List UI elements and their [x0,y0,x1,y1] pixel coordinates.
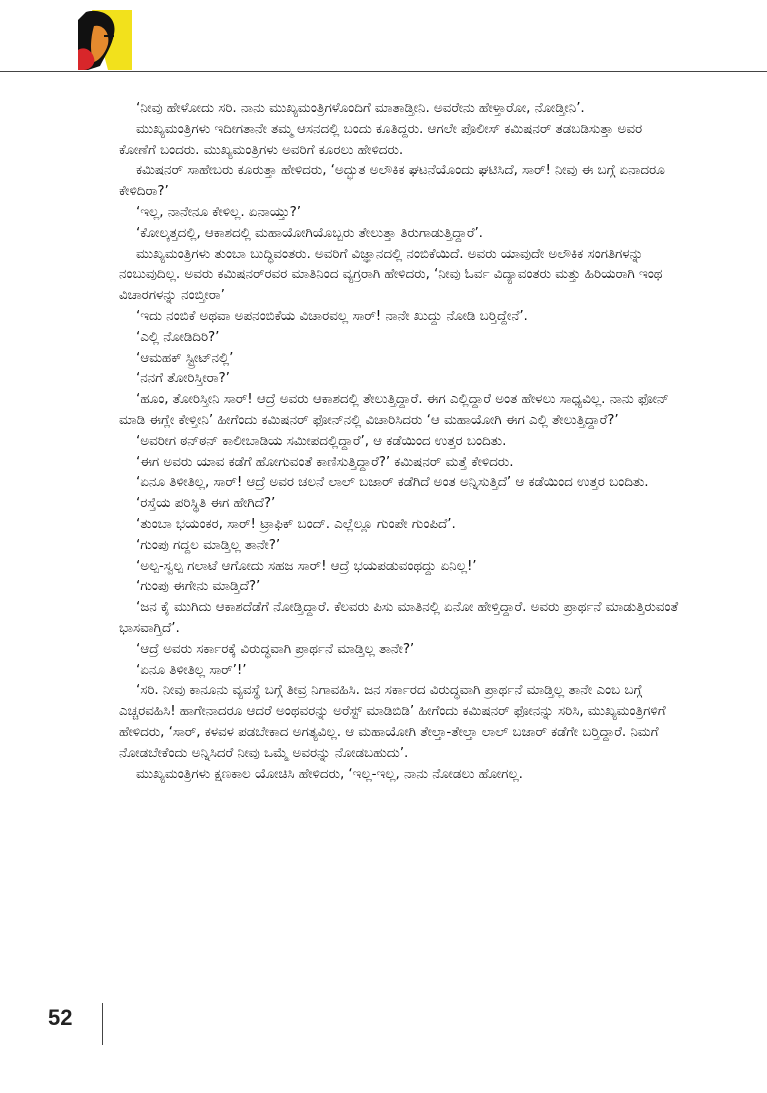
paragraph: ‘ಜನ ಕೈ ಮುಗಿದು ಆಕಾಶದೆಡೆಗೆ ನೋಡ್ತಿದ್ದಾರೆ. ಕೆಲವರು ಪಿಸು ಮಾತಿನಲ್ಲಿ ಏನೋ ಹೇಳ್ತಿದ್ದಾರೆ. ಅವರು ಪ್ರಾರ್ಥನೆ ಮಾಡುತ್ತಿರುವಂತೆ ಭಾಸವಾಗ್ತಿದೆ’. [119,599,679,636]
paragraph: ‘ಅಲ್ಪ-ಸ್ವಲ್ಪ ಗಲಾಟೆ ಆಗೋದು ಸಹಜ ಸಾರ್! ಆದ್ರೆ ಭಯಪಡುವಂಥದ್ದು ಏನಿಲ್ಲ!’ [136,557,477,574]
paragraph: ‘ಗುಂಪು ಗದ್ದಲ ಮಾಡ್ತಿಲ್ಲ ತಾನೇ?’ [136,536,281,553]
paragraph: ‘ಆದ್ರೆ ಅವರು ಸರ್ಕಾರಕ್ಕೆ ವಿರುದ್ಧವಾಗಿ ಪ್ರಾರ್ಥನೆ ಮಾಡ್ತಿಲ್ಲ ತಾನೇ?’ [136,640,415,657]
header-rule [0,71,767,72]
page-number-divider [102,1003,103,1045]
paragraph: ಮುಖ್ಯಮಂತ್ರಿಗಳು ತುಂಬಾ ಬುದ್ಧಿವಂತರು. ಅವರಿಗೆ ವಿಜ್ಞಾನದಲ್ಲಿ ನಂಬಿಕೆಯಿದೆ. ಅವರು ಯಾವುದೇ ಅಲೌಕಿಕ ಸಂಗತಿಗಳನ್ನು ನಂಬುವುದಿಲ್ಲ. ಅವರು ಕಮಿಷನರ್‌ರವರ ಮಾತಿನಿಂದ ವ್ಯಗ್ರರಾಗಿ ಹೇಳಿದರು, ‘ನೀವು ಓರ್ವ ವಿದ್ಯಾವಂತರು ಮತ್ತು ಹಿರಿಯರಾಗಿ ಇಂಥ ವಿಚಾರಗಳನ್ನು ನಂಬ್ತೀರಾ’ [119,245,663,304]
paragraph: ‘ಹೂಂ, ತೋರಿಸ್ತೀನಿ ಸಾರ್! ಆದ್ರೆ ಅವರು ಆಕಾಶದಲ್ಲಿ ತೇಲುತ್ತಿದ್ದಾರೆ. ಈಗ ಎಲ್ಲಿದ್ದಾರೆ ಅಂತ ಹೇಳಲು ಸಾಧ್ಯವಿಲ್ಲ. ನಾನು ಫೋನ್ ಮಾಡಿ ಈಗ್ಲೇ ಕೇಳ್ತೀನಿ’ ಹೀಗೆಂದು ಕಮಿಷನರ್ ಫೋನ್‌ನಲ್ಲಿ ವಿಚಾರಿಸಿದರು ‘ಆ ಮಹಾಯೋಗಿ ಈಗ ಎಲ್ಲಿ ತೇಲುತ್ತಿದ್ದಾರೆ?’ [119,391,669,428]
paragraph: ‘ನೀವು ಹೇಳೋದು ಸರಿ. ನಾನು ಮುಖ್ಯಮಂತ್ರಿಗಳೊಂದಿಗೆ ಮಾತಾಡ್ತೀನಿ. ಅವರೇನು ಹೇಳ್ತಾರೋ, ನೋಡ್ತೀನಿ’. [136,100,585,116]
paragraph: ‘ಅವರೀಗ ಠನ್‌ಠನ್ ಕಾಲೀಬಾಡಿಯ ಸಮೀಪದಲ್ಲಿದ್ದಾರೆ’, ಆ ಕಡೆಯಿಂದ ಉತ್ತರ ಬಂದಿತು. [136,432,507,449]
paragraph: ‘ತುಂಬಾ ಭಯಂಕರ, ಸಾರ್! ಟ್ರಾಫಿಕ್ ಬಂದ್. ಎಲ್ಲೆಲ್ಲೂ ಗುಂಪೇ ಗುಂಪಿದೆ’. [136,515,456,532]
face-logo-icon [78,10,132,70]
publisher-logo [78,10,132,70]
paragraph: ಮುಖ್ಯಮಂತ್ರಿಗಳು ಇದೀಗತಾನೇ ತಮ್ಮ ಆಸನದಲ್ಲಿ ಬಂದು ಕೂತಿದ್ದರು. ಆಗಲೇ ಪೊಲೀಸ್ ಕಮಿಷನರ್ ತಡಬಡಿಸುತ್ತಾ ಅವರ ಕೋಣೆಗೆ ಬಂದರು. ಮುಖ್ಯಮಂತ್ರಿಗಳು ಅವರಿಗೆ ಕೂರಲು ಹೇಳಿದರು. [119,120,643,158]
paragraph: ‘ಗುಂಪು ಈಗೇನು ಮಾಡ್ತಿದೆ?’ [136,578,261,595]
paragraph: ‘ಇದು ನಂಬಿಕೆ ಅಥವಾ ಅಪನಂಬಿಕೆಯ ವಿಚಾರವಲ್ಲ ಸಾರ್! ನಾನೇ ಖುದ್ದು ನೋಡಿ ಬರ್‍ತಿದ್ದೇನೆ’. [136,307,528,324]
paragraph: ‘ಇಲ್ಲ, ನಾನೇನೂ ಕೇಳಿಲ್ಲ. ಏನಾಯ್ತು?’ [136,203,302,220]
paragraph: ‘ಆಮಹಕ್ ಸ್ಟ್ರೀಟ್‌ನಲ್ಲಿ’ [136,349,234,366]
paragraph: ‘ಈಗ ಅವರು ಯಾವ ಕಡೆಗೆ ಹೋಗುವಂತೆ ಕಾಣಿಸುತ್ತಿದ್ದಾರೆ?’ ಕಮಿಷನರ್ ಮತ್ತೆ ಕೇಳಿದರು. [136,453,514,470]
paragraph: ಮುಖ್ಯಮಂತ್ರಿಗಳು ಕ್ಷಣಕಾಲ ಯೋಚಿಸಿ ಹೇಳಿದರು, ‘ಇಲ್ಲ-ಇಲ್ಲ, ನಾನು ನೋಡಲು ಹೋಗಲ್ಲ. [136,765,523,782]
page-number: 52 [48,1005,73,1030]
paragraph: ‘ಸರಿ. ನೀವು ಕಾನೂನು ವ್ಯವಸ್ಥೆ ಬಗ್ಗೆ ತೀವ್ರ ನಿಗಾವಹಿಸಿ. ಜನ ಸರ್ಕಾರದ ವಿರುದ್ಧವಾಗಿ ಪ್ರಾರ್ಥನೆ ಮಾಡ್ತಿಲ್ಲ ತಾನೇ ಎಂಬ ಬಗ್ಗೆ ಎಚ್ಚರವಹಿಸಿ! ಹಾಗೇನಾದರೂ ಆದರೆ ಅಂಥವರನ್ನು ಅರೆಸ್ಟ್ ಮಾಡಿಬಿಡಿ’ ಹೀಗೆಂದು ಕಮಿಷನರ್ ಫೋನನ್ನು ಸರಿಸಿ, ಮುಖ್ಯಮಂತ್ರಿಗಳಿಗೆ ಹೇಳಿದರು, ‘ಸಾರ್, ಕಳವಳ ಪಡಬೇಕಾದ ಅಗತ್ಯವಿಲ್ಲ. ಆ ಮಹಾಯೋಗಿ ತೇಲ್ತಾ-ತೇಲ್ತಾ ಲಾಲ್ ಬಜಾರ್ ಕಡೆಗೇ ಬರ್‍ತಿದ್ದಾರೆ. ನಿಮಗೆ ನೋಡಬೇಕೆಂದು ಅನ್ನಿಸಿದರೆ ನೀವು ಒಮ್ಮೆ ಅವರನ್ನು ನೋಡಬಹುದು’. [119,682,666,761]
paragraph: ‘ಏನೂ ತಿಳೀತಿಲ್ಲ, ಸಾರ್! ಆದ್ರೆ ಅವರ ಚಲನೆ ಲಾಲ್ ಬಜಾರ್ ಕಡೆಗಿದೆ ಅಂತ ಅನ್ನಿಸುತ್ತಿದೆ’ ಆ ಕಡೆಯಿಂದ ಉತ್ತರ ಬಂದಿತು. [136,474,649,491]
paragraph: ‘ಕೋಲ್ಕತ್ತದಲ್ಲಿ, ಆಕಾಶದಲ್ಲಿ ಮಹಾಯೋಗಿಯೊಬ್ಬರು ತೇಲುತ್ತಾ ತಿರುಗಾಡುತ್ತಿದ್ದಾರೆ’. [136,224,483,241]
story-text [119,98,679,784]
paragraph: ‘ಏನೂ ತಿಳೀತಿಲ್ಲ ಸಾರ್’!’ [136,661,247,678]
paragraph: ‘ರಸ್ತೆಯ ಪರಿಸ್ಥಿತಿ ಈಗ ಹೇಗಿದೆ?’ [136,495,276,512]
paragraph: ಕಮಿಷನರ್ ಸಾಹೇಬರು ಕೂರುತ್ತಾ ಹೇಳಿದರು, ‘ಅದ್ಭುತ ಅಲೌಕಿಕ ಘಟನೆಯೊಂದು ಘಟಿಸಿದೆ, ಸಾರ್! ನೀವು ಈ ಬಗ್ಗೆ ಏನಾದರೂ ಕೇಳಿದಿರಾ?’ [119,162,665,200]
paragraph: ‘ನನಗೆ ತೋರಿಸ್ತೀರಾ?’ [136,370,230,387]
paragraph: ‘ಎಲ್ಲಿ ನೋಡಿದಿರಿ?’ [136,328,220,345]
